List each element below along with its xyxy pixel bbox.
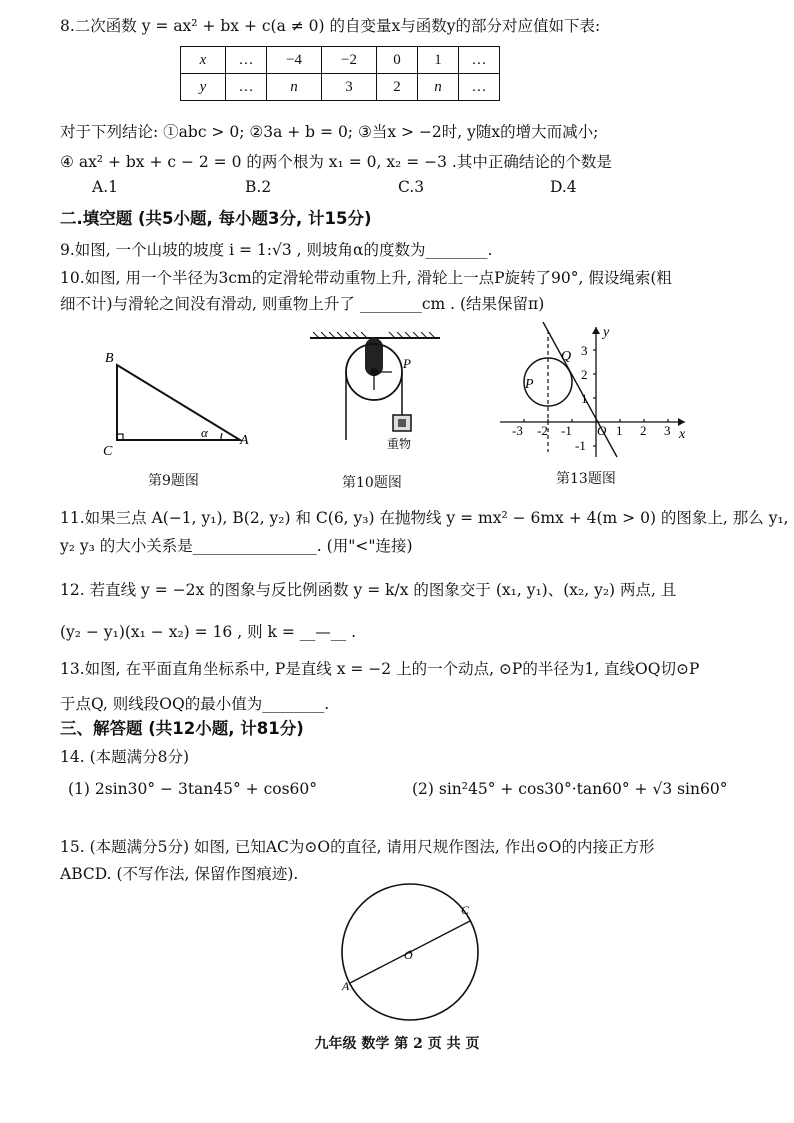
fig13-xtick: -2 <box>537 423 548 438</box>
q13-line2: 于点Q, 则线段OQ的最小值为________. <box>60 695 330 713</box>
table-cell: … <box>226 47 267 74</box>
fig13-caption: 第13题图 <box>556 471 616 487</box>
value-table <box>180 46 500 101</box>
section2-heading: 二.填空题 (共5小题, 每小题3分, 计15分) <box>60 209 372 228</box>
q8-option-b: B.2 <box>245 178 272 196</box>
table-cell: 0 <box>377 47 418 74</box>
fig13-ytick: 2 <box>581 367 588 382</box>
fig10-pulley <box>305 330 445 465</box>
fig9-label-c: C <box>103 444 113 459</box>
page-footer: 九年级 数学 第 2 页 共 页 <box>314 1036 480 1052</box>
table-cell: … <box>226 74 267 101</box>
fig15-label-c: C <box>461 903 470 917</box>
table-cell: −2 <box>322 47 377 74</box>
q15-line1: 15. (本题满分5分) 如图, 已知AC为⊙O的直径, 请用尺规作图法, 作出⊙O的内接正方形 <box>60 838 655 856</box>
q12-line2: (y₂ − y₁)(x₁ − x₂) = 16 , 则 k = __—__ . <box>60 623 357 641</box>
fig10-caption: 第10题图 <box>342 475 402 491</box>
fig13-xtick: 2 <box>640 423 647 438</box>
q15-line2: ABCD. (不写作法, 保留作图痕迹). <box>60 865 299 883</box>
fig10-label-weight: 重物 <box>387 437 412 451</box>
table-cell: 2 <box>377 74 418 101</box>
fig15-label-a: A <box>342 979 350 993</box>
q8-conclusions-line2: ④ ax² + bx + c − 2 = 0 的两个根为 x₁ = 0, x₂ = −3 .其中正确结论的个数是 <box>60 153 612 171</box>
table-row-x <box>181 47 500 74</box>
table-cell: n <box>418 74 459 101</box>
q10-line2: 细不计)与滑轮之间没有滑动, 则重物上升了 ________cm . (结果保留π) <box>60 295 545 313</box>
q14-title: 14. (本题满分8分) <box>60 748 190 766</box>
fig15-circle <box>335 880 485 1025</box>
table-cell: 3 <box>322 74 377 101</box>
fig13-label-y: y <box>603 325 610 340</box>
fig15-label-o: O <box>404 948 413 962</box>
fig13-ytick: 1 <box>581 391 588 406</box>
q8-option-a: A.1 <box>92 178 118 196</box>
fig13-xtick: 3 <box>664 423 671 438</box>
fig9-label-alpha: α <box>201 425 208 440</box>
table-cell: n <box>267 74 322 101</box>
fig13-label-q: Q <box>561 349 572 364</box>
q14-part2: (2) sin²45° + cos30°·tan60° + √3 sin60° <box>412 780 728 798</box>
q8-option-d: D.4 <box>550 178 577 196</box>
q10-line1: 10.如图, 用一个半径为3cm的定滑轮带动重物上升, 滑轮上一点P旋转了90°, 假设绳索(粗 <box>60 269 672 287</box>
fig9-label-a: A <box>240 433 249 448</box>
q8-option-c: C.3 <box>398 178 425 196</box>
fig10-label-p: P <box>403 356 411 371</box>
q9-text: 9.如图, 一个山坡的坡度 i = 1:√3 , 则坡角α的度数为________. <box>60 241 493 259</box>
table-cell: y <box>181 74 226 101</box>
table-cell: x <box>181 47 226 74</box>
fig13-label-x: x <box>679 427 686 442</box>
q8-conclusions-line1: 对于下列结论: ①abc > 0; ②3a + b = 0; ③当x > −2时, y随x的增大而减小; <box>60 123 599 141</box>
q13-line1: 13.如图, 在平面直角坐标系中, P是直线 x = −2 上的一个动点, ⊙P的半径为1, 直线OQ切⊙P <box>60 660 700 678</box>
q14-part1: (1) 2sin30° − 3tan45° + cos60° <box>68 780 318 798</box>
fig13-xtick: -3 <box>512 423 523 438</box>
section3-heading: 三、解答题 (共12小题, 计81分) <box>60 719 304 738</box>
fig9-caption: 第9题图 <box>148 473 199 489</box>
fig13-ytick: -1 <box>575 438 586 453</box>
table-cell: −4 <box>267 47 322 74</box>
fig13-xtick: -1 <box>561 423 572 438</box>
fig13-ytick: 3 <box>581 343 588 358</box>
table-cell: 1 <box>418 47 459 74</box>
fig13-label-p: P <box>525 377 534 392</box>
fig13-xtick: 1 <box>616 423 623 438</box>
fig9-label-b: B <box>105 351 114 366</box>
q12-line1: 12. 若直线 y = −2x 的图象与反比例函数 y = k/x 的图象交于 (x₁, y₁)、(x₂, y₂) 两点, 且 <box>60 581 677 599</box>
q11-line2: y₂ y₃ 的大小关系是________________. (用"<"连接) <box>60 537 413 555</box>
q11-line1: 11.如果三点 A(−1, y₁), B(2, y₂) 和 C(6, y₃) 在抛物线 y = mx² − 6mx + 4(m > 0) 的图象上, 那么 y₁, <box>60 509 789 527</box>
table-cell: … <box>459 74 500 101</box>
table-row-y <box>181 74 500 101</box>
fig9-triangle <box>95 340 265 465</box>
fig13-coordinate-plane <box>495 322 695 462</box>
q8-stem: 8.二次函数 y = ax² + bx + c(a ≠ 0) 的自变量x与函数y的部分对应值如下表: <box>60 17 601 35</box>
fig13-label-o: O <box>597 423 607 438</box>
table-cell: … <box>459 47 500 74</box>
